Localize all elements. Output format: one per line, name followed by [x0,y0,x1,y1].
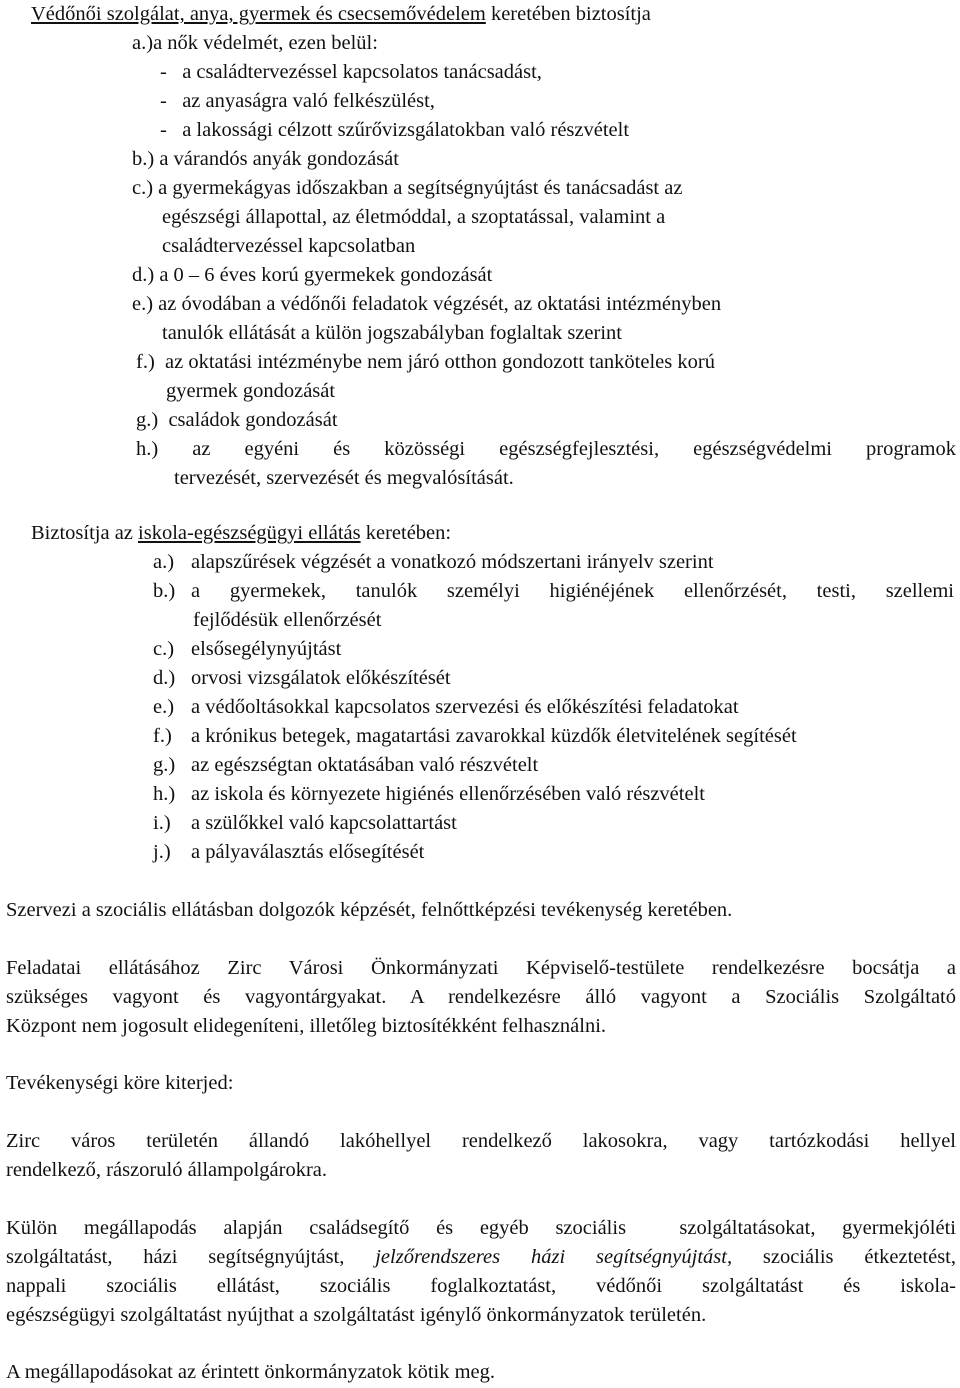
section2-item [153,751,538,780]
scope-heading: Tevékenységi köre kiterjed: [6,1072,234,1094]
item-label: g.) [153,754,176,776]
section1-item-a [132,29,378,58]
item-text: az egészségtan oktatásában való részvételt [191,754,539,776]
paragraph-assets-line: szükséges vagyont és vagyontárgyakat. A rendelkezésre álló vagyont a Szociális Szolgáltató [6,986,956,1008]
item-text: alapszűrések végzését a vonatkozó módszertani irányelv szerint [191,551,714,573]
item-text: orvosi vizsgálatok előkészítését [191,667,451,689]
item-text: a gyermekek, tanulók személyi higiénéjének ellenőrzését, testi, szellemi [191,580,954,602]
paragraph-scope-line: Zirc város területén állandó lakóhellyel rendelkező lakosokra, vagy tartózkodási hellyel [6,1130,956,1152]
section1-item-e: e.) az óvodában a védőnői feladatok végzését, az oktatási intézményben [132,293,722,315]
paragraph-assets-line: Feladatai ellátásához Zirc Városi Önkormányzati Képviselő-testülete rendelkezésre bocsátja a [6,957,956,979]
section2-item [153,693,739,722]
section2-item-cont: fejlődésük ellenőrzését [193,609,382,631]
paragraph-training: Szervezi a szociális ellátásban dolgozók képzését, felnőttképzési tevékenység keretében. [6,899,733,921]
section1-item-b: b.) a várandós anyák gondozását [132,148,399,170]
paragraph-final: A megállapodásokat az érintett önkormányzatok kötik meg. [6,1361,496,1383]
section2-item [153,548,714,577]
agreement-line2-pre: szolgáltatást, házi segítségnyújtást, [6,1246,376,1268]
section1-item-c: c.) a gyermekágyas időszakban a segítségnyújtást és tanácsadást az [132,177,683,199]
item-text: a pályaválasztás elősegítését [191,841,425,863]
section1-item-d: d.) a 0 – 6 éves korú gyermekek gondozását [132,264,493,286]
section1-item-c-cont: családtervezéssel kapcsolatban [162,235,416,257]
item-label: i.) [153,812,171,834]
paragraph-assets-line: Központ nem jogosult elidegeníteni, illetőleg biztosítékként felhasználni. [6,1015,607,1037]
section2-intro-post: keretében: [360,522,452,544]
paragraph-scope-line: rendelkező, rászoruló állampolgárokra. [6,1159,328,1181]
section1-intro-underlined: Védőnői szolgálat, anya, gyermek és csecsemővédelem [31,3,486,25]
section2-item [153,809,457,838]
item-label: f.) [153,725,172,747]
item-label: h.) [153,783,176,805]
section1-item-f-cont: gyermek gondozását [166,380,336,402]
section2-item [153,722,797,751]
paragraph-agreement-line: Külön megállapodás alapján családsegítő és egyéb szociális szolgáltatásokat, gyermekjóléti [6,1217,956,1239]
item-label: e.) [153,696,175,718]
agreement-line2-post: szociális étkeztetést, [732,1246,956,1268]
section1-sub-item: - a lakossági célzott szűrővizsgálatokban való részvételt [160,119,630,141]
section1-item-f: f.) az oktatási intézménybe nem járó otthon gondozott tanköteles korú [136,351,715,373]
paragraph-agreement-line: nappali szociális ellátást, szociális foglalkoztatást, védőnői szolgáltatást és iskola- [6,1275,956,1297]
item-label: c.) [153,638,175,660]
section1-intro-rest: keretében biztosítja [485,3,651,25]
item-text: a védőoltásokkal kapcsolatos szervezési és előkészítési feladatokat [191,696,739,718]
section2-intro [31,519,451,548]
section2-item [153,664,451,693]
item-text: az iskola és környezete higiénés ellenőrzésében való részvételt [191,783,705,805]
section1-item-h: h.) az egyéni és közösségi egészségfejlesztési, egészségvédelmi programok [136,438,956,460]
section2-item [153,838,424,867]
item-label: a.) [132,32,154,54]
section2-intro-pre: Biztosítja az [31,522,139,544]
section1-item-g: g.) családok gondozását [136,409,338,431]
item-label: a.) [153,551,175,573]
section2-item [153,577,956,606]
section1-item-h-cont: tervezését, szervezését és megvalósítását. [174,467,514,489]
item-text: elsősegélynyújtást [191,638,342,660]
item-label: d.) [153,667,176,689]
item-text: a krónikus betegek, magatartási zavarokkal küzdők életvitelének segítését [191,725,797,747]
section1-intro [31,0,651,29]
section2-item [153,635,341,664]
section2-item [153,780,705,809]
section1-item-c-cont: egészségi állapottal, az életmóddal, a szoptatással, valamint a [162,206,666,228]
item-text: a nők védelmét, ezen belül: [153,32,378,54]
paragraph-agreement-line: egészségügyi szolgáltatást nyújthat a szolgáltatást igénylő önkormányzatok területén. [6,1304,707,1326]
section1-sub-item: - a családtervezéssel kapcsolatos tanácsadást, [160,61,542,83]
item-text: a szülőkkel való kapcsolattartást [191,812,457,834]
section2-intro-underlined: iskola-egészségügyi ellátás [138,522,361,544]
section1-item-e-cont: tanulók ellátását a külön jogszabályban foglaltak szerint [162,322,622,344]
item-label: b.) [153,580,176,602]
agreement-line2-italic: jelzőrendszeres házi segítségnyújtást, [375,1246,733,1268]
section1-sub-item: - az anyaságra való felkészülést, [160,90,435,112]
paragraph-agreement-line [6,1243,956,1272]
item-label: j.) [153,841,171,863]
